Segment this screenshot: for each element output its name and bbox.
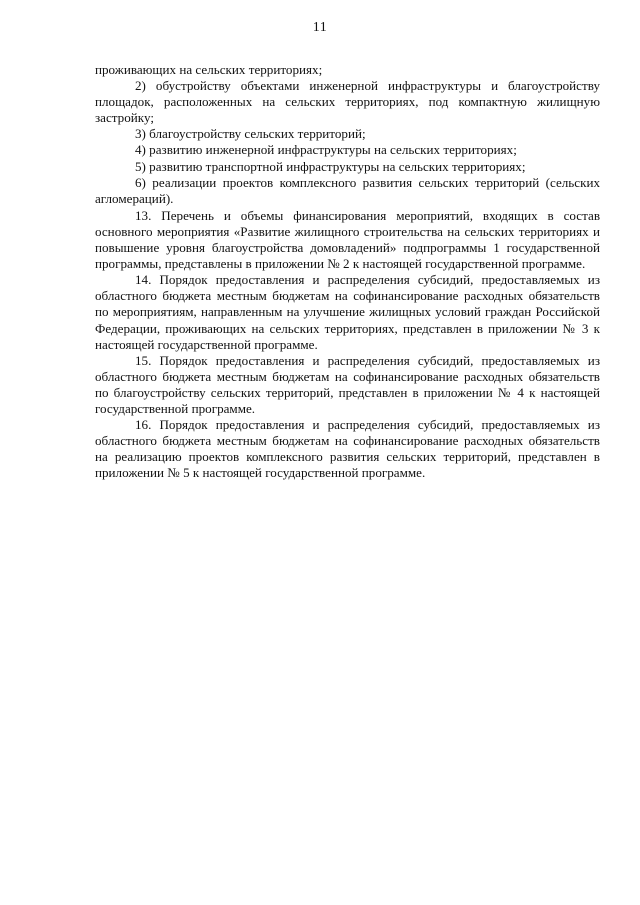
paragraph-15: 15. Порядок предоставления и распределения субсидий, предоставляемых из областного бюджета местным бюджетам на софинансирование расходных обязательств по благоустройству сельских территорий, представлен в приложении № 4 к настоящей государственной программе. (95, 352, 600, 416)
list-item-5: 5) развитию транспортной инфраструктуры на сельских территориях; (135, 158, 526, 174)
list-item-6: 6) реализации проектов комплексного развития сельских территорий (сельских агломераций). (95, 174, 600, 206)
list-item-3: 3) благоустройству сельских территорий; (135, 126, 366, 142)
paragraph-14: 14. Порядок предоставления и распределения субсидий, предоставляемых из областного бюджета местным бюджетам на софинансирование расходных обязательств по мероприятиям, направленным на улучшение жилищных условий граждан Российской Федерации, проживающих на сельских территориях, представлен в приложении № 3 к настоящей государственной программе. (95, 272, 600, 352)
paragraph-continuation: проживающих на сельских территориях; (95, 62, 323, 77)
body-text (95, 62, 600, 481)
list-item-4: 4) развитию инженерной инфраструктуры на сельских территориях; (135, 142, 517, 158)
paragraph-13: 13. Перечень и объемы финансирования мероприятий, входящих в состав основного мероприятия «Развитие жилищного строительства на сельских территориях и повышение уровня благоустройства домовладений» подпрограммы 1 государственной программы, представлены в приложении № 2 к настоящей государственной программе. (95, 207, 600, 272)
page-number: 11 (312, 20, 328, 35)
list-item-2: 2) обустройству объектами инженерной инфраструктуры и благоустройству площадок, расположенных на сельских территориях, под компактную жилищную застройку; (95, 78, 600, 126)
paragraph-16: 16. Порядок предоставления и распределения субсидий, предоставляемых из областного бюджета местным бюджетам на софинансирование расходных обязательств на реализацию проектов комплексного развития сельских территорий, представлен в приложении № 5 к настоящей государственной программе. (95, 417, 600, 481)
